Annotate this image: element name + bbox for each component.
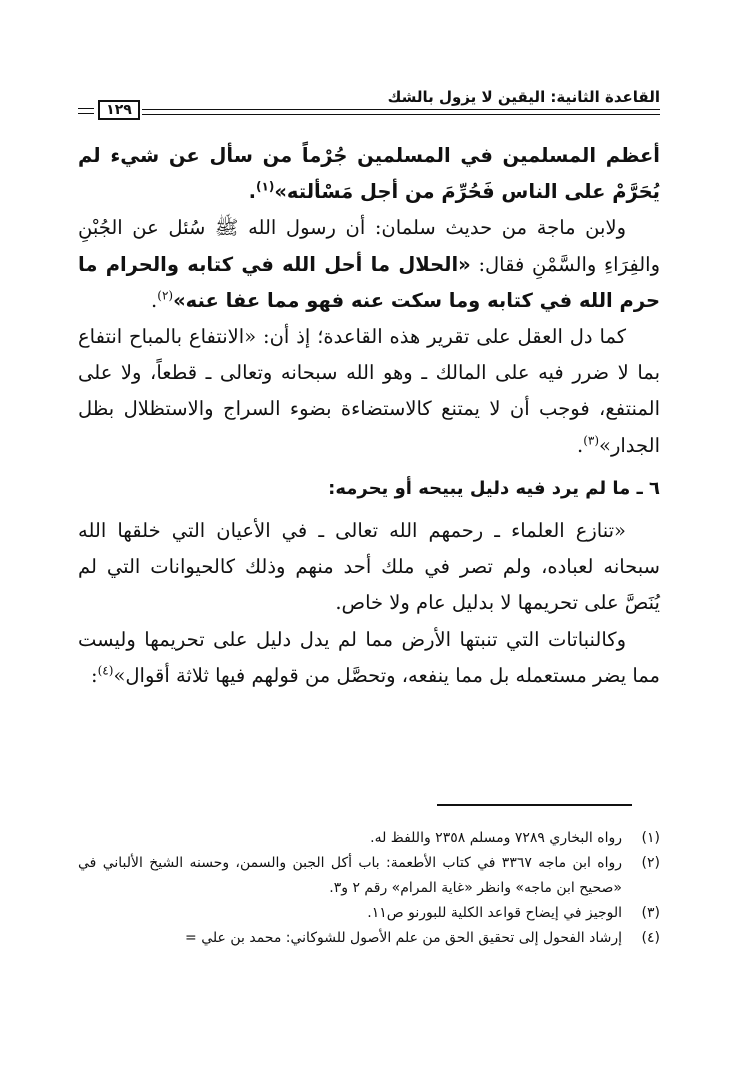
- footnote: [78, 851, 660, 901]
- paragraph: [78, 513, 660, 622]
- running-title: القاعدة الثانية: اليقين لا يزول بالشك: [387, 88, 660, 106]
- paragraph-text: «تنازع العلماء ـ رحمهم الله تعالى ـ في الأعيان التي خلقها الله سبحانه لعباده، ولم تصر في ملك أحد منهم وذلك كالحيوانات التي لم يُنَصَّ على تحريمها لا بدليل عام ولا خاص.: [78, 519, 660, 615]
- footnote-number: (٤): [641, 930, 660, 946]
- paragraph-text: أعظم المسلمين في المسلمين جُرْماً من سأل عن شيء لم يُحَرَّمْ على الناس فَحُرِّمَ من أجل مَسْألته»: [78, 144, 660, 204]
- footnote-separator: [437, 804, 632, 806]
- paragraph: [78, 319, 660, 464]
- paragraph-text: ولابن ماجة من حديث سلمان: أن رسول الله ﷺ سُئل عن الجُبْنِ والفِرَاءِ والسَّمْنِ فقال:: [78, 216, 660, 276]
- paragraph-tail: .: [248, 180, 257, 204]
- footnote-ref: (١): [256, 179, 275, 194]
- paragraph-tail: .: [577, 433, 584, 457]
- footnote-text: الوجيز في إيضاح قواعد الكلية للبورنو ص١١.: [367, 905, 622, 921]
- paragraph-text: وكالنباتات التي تنبتها الأرض مما لم يدل دليل على تحريمها وليست مما يضر مستعمله بل مما ينفعه، وتحصَّل من قولهم فيها ثلاثة أقوال»: [78, 627, 660, 687]
- header-rule: [142, 114, 660, 115]
- paragraph-tail: .: [151, 288, 158, 312]
- paragraph: [78, 622, 660, 694]
- footnote-text: رواه ابن ماجه ٣٣٦٧ في كتاب الأطعمة: باب أكل الجبن والسمن، وحسنه الشيخ الألباني في «صحيح ابن ماجه» وانظر «غاية المرام» رقم ٢ و٣.: [78, 855, 622, 896]
- footnote: [78, 826, 660, 851]
- footnote: [78, 926, 660, 951]
- footnotes: [78, 826, 660, 951]
- footnote-number: (٢): [641, 855, 660, 871]
- page-header: [78, 86, 660, 126]
- footnote-ref: (٤): [97, 663, 114, 678]
- footnote-text: إرشاد الفحول إلى تحقيق الحق من علم الأصول للشوكاني: محمد بن علي =: [185, 930, 622, 946]
- footnote-ref: (٢): [157, 288, 174, 303]
- header-rule-left: [78, 108, 94, 114]
- paragraph-tail: :: [91, 663, 98, 687]
- header-rule: [142, 109, 660, 110]
- footnote-text: رواه البخاري ٧٢٨٩ ومسلم ٢٣٥٨ واللفظ له.: [370, 830, 622, 846]
- footnote-number: (٣): [641, 905, 660, 921]
- footnote-number: (١): [641, 830, 660, 846]
- footnote-ref: (٣): [583, 433, 600, 448]
- section-heading-text: ٦ ـ ما لم يرد فيه دليل يبيحه أو يحرمه:: [328, 477, 660, 499]
- paragraph: [78, 210, 660, 319]
- page-number: ١٢٩: [98, 100, 140, 120]
- paragraph: [78, 138, 660, 210]
- section-heading: [78, 470, 660, 507]
- footnote: [78, 901, 660, 926]
- paragraph-text: كما دل العقل على تقرير هذه القاعدة؛ إذ أن: «الانتفاع بالمباح انتفاع بما لا ضرر فيه على المالك ـ وهو الله سبحانه وتعالى ـ قطعاً، ولا على المنتفع، فوجب أن لا يمتنع كالاستضاءة بضوء السراج والاستظلال بظل الجدار»: [78, 325, 660, 457]
- hadith-quote: «الحلال ما أحل الله في كتابه والحرام ما حرم الله في كتابه وما سكت عنه فهو مما عفا عنه»: [78, 252, 660, 312]
- main-text: [78, 138, 660, 694]
